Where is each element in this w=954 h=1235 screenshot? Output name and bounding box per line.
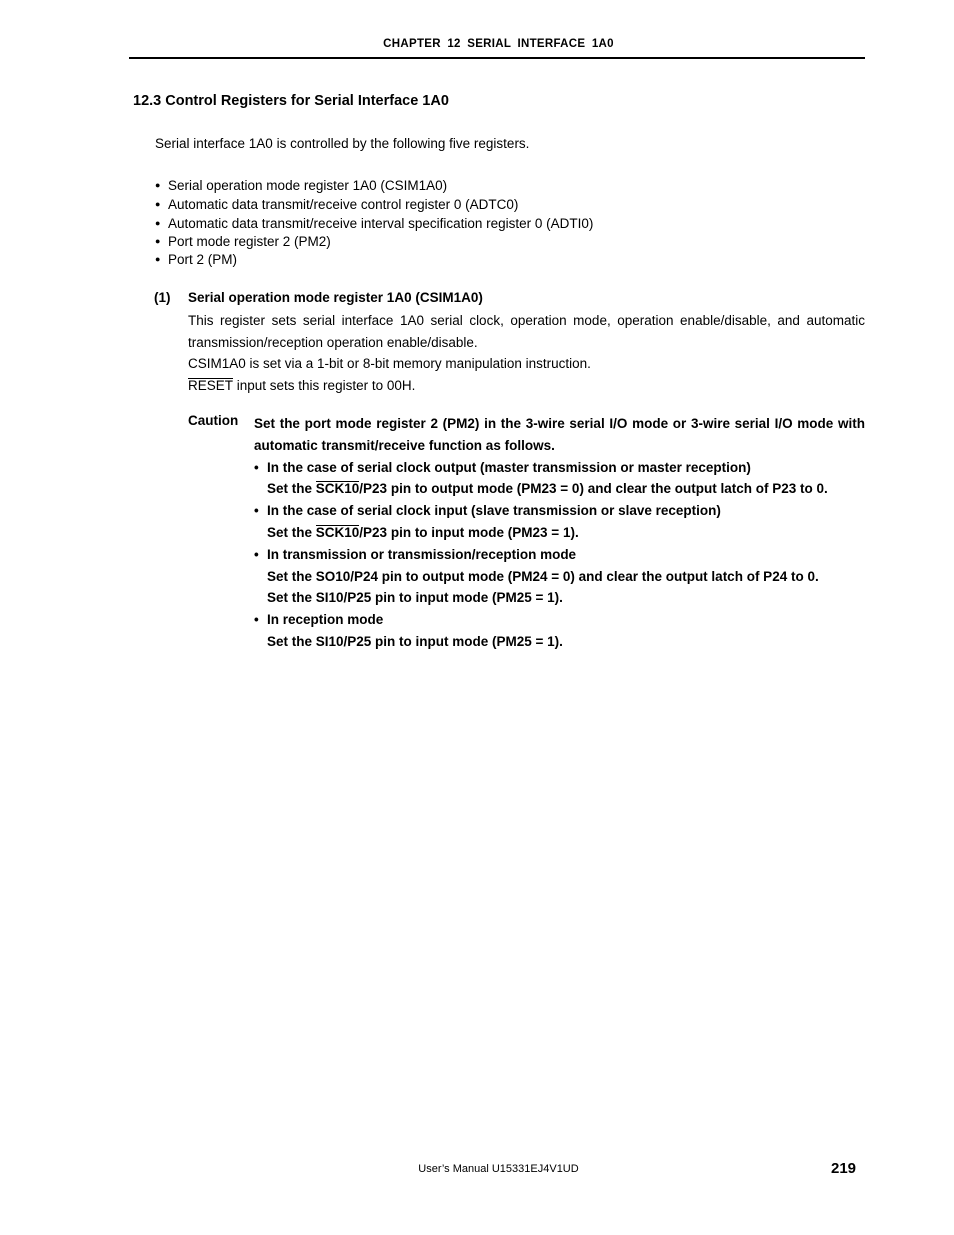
page-number: 219 [831, 1160, 857, 1177]
sck10-signal: SCK10 [315, 524, 360, 540]
bullet-icon: • [254, 546, 259, 562]
bullet-icon: ● [155, 199, 161, 209]
list-item [155, 214, 593, 233]
intro-paragraph: Serial interface 1A0 is controlled by the following five registers. [155, 136, 530, 151]
caution-text: Set the port mode register 2 (PM2) in the 3-wire serial I/O mode or 3-wire serial I/O mode with automatic transmit/receive function as follows. [254, 416, 865, 453]
running-header: CHAPTER 12 SERIAL INTERFACE 1A0 [383, 38, 614, 50]
caution-item-heading: In the case of serial clock output (master transmission or master reception) [267, 459, 751, 475]
bullet-icon: ● [155, 236, 161, 246]
bullet-icon: • [254, 503, 259, 519]
caution-item-heading: In reception mode [267, 612, 384, 628]
bullet-icon: • [254, 459, 259, 475]
caution-item-heading: In the case of serial clock input (slave transmission or slave reception) [267, 503, 721, 519]
section-title: 12.3 Control Registers for Serial Interface 1A0 [133, 93, 449, 109]
caution-item-heading: In transmission or transmission/reception mode [267, 546, 577, 562]
reset-note [188, 375, 865, 397]
list-item-text: Port 2 (PM) [168, 252, 238, 267]
caution-item-line: Set the SI10/P25 pin to input mode (PM25 = 1). [267, 633, 563, 649]
caution-item-line: Set the SCK10/P23 pin to output mode (PM23 = 0) and clear the output latch of P23 to 0. [267, 481, 828, 497]
caution-item-line: Set the SI10/P25 pin to input mode (PM25 = 1). [267, 590, 563, 606]
caution-item [254, 457, 865, 501]
caution-item [254, 609, 865, 653]
manipulation-note: CSIM1A0 is set via a 1-bit or 8-bit memory manipulation instruction. [188, 356, 591, 371]
caution-label: Caution [188, 413, 239, 428]
header-divider [129, 57, 865, 59]
caution-body [254, 413, 865, 653]
footer-manual-id: User’s Manual U15331EJ4V1UD [418, 1163, 579, 1175]
subsection-number: (1) [154, 290, 171, 305]
subsection-title: Serial operation mode register 1A0 (CSIM1A0) [188, 290, 483, 305]
list-item-text: Automatic data transmit/receive interval specification register 0 (ADTI0) [168, 216, 594, 231]
caution-item [254, 500, 865, 544]
reset-signal: RESET [188, 378, 234, 393]
bullet-icon: ● [155, 218, 161, 228]
list-item-text: Port mode register 2 (PM2) [168, 234, 331, 249]
list-item-text: Automatic data transmit/receive control register 0 (ADTC0) [168, 197, 519, 212]
list-item [155, 233, 593, 250]
register-description: This register sets serial interface 1A0 serial clock, operation mode, operation enable/disable, and automatic transmission/reception operation enable/disable. [188, 313, 865, 350]
bullet-icon: • [254, 612, 259, 628]
list-item [155, 176, 593, 195]
caution-item-line: Set the SO10/P24 pin to output mode (PM24 = 0) and clear the output latch of P24 to 0. [267, 568, 819, 584]
list-item [155, 195, 593, 214]
caution-item [254, 544, 865, 609]
reset-note-text: input sets this register to 00H. [233, 378, 416, 393]
register-list [155, 176, 593, 269]
caution-item-line: Set the SCK10/P23 pin to input mode (PM23 = 1). [267, 524, 579, 540]
list-item-text: Serial operation mode register 1A0 (CSIM1A0) [168, 178, 448, 193]
bullet-icon: ● [155, 254, 161, 264]
list-item [155, 250, 593, 269]
sck10-signal: SCK10 [315, 481, 360, 497]
bullet-icon: ● [155, 180, 161, 190]
